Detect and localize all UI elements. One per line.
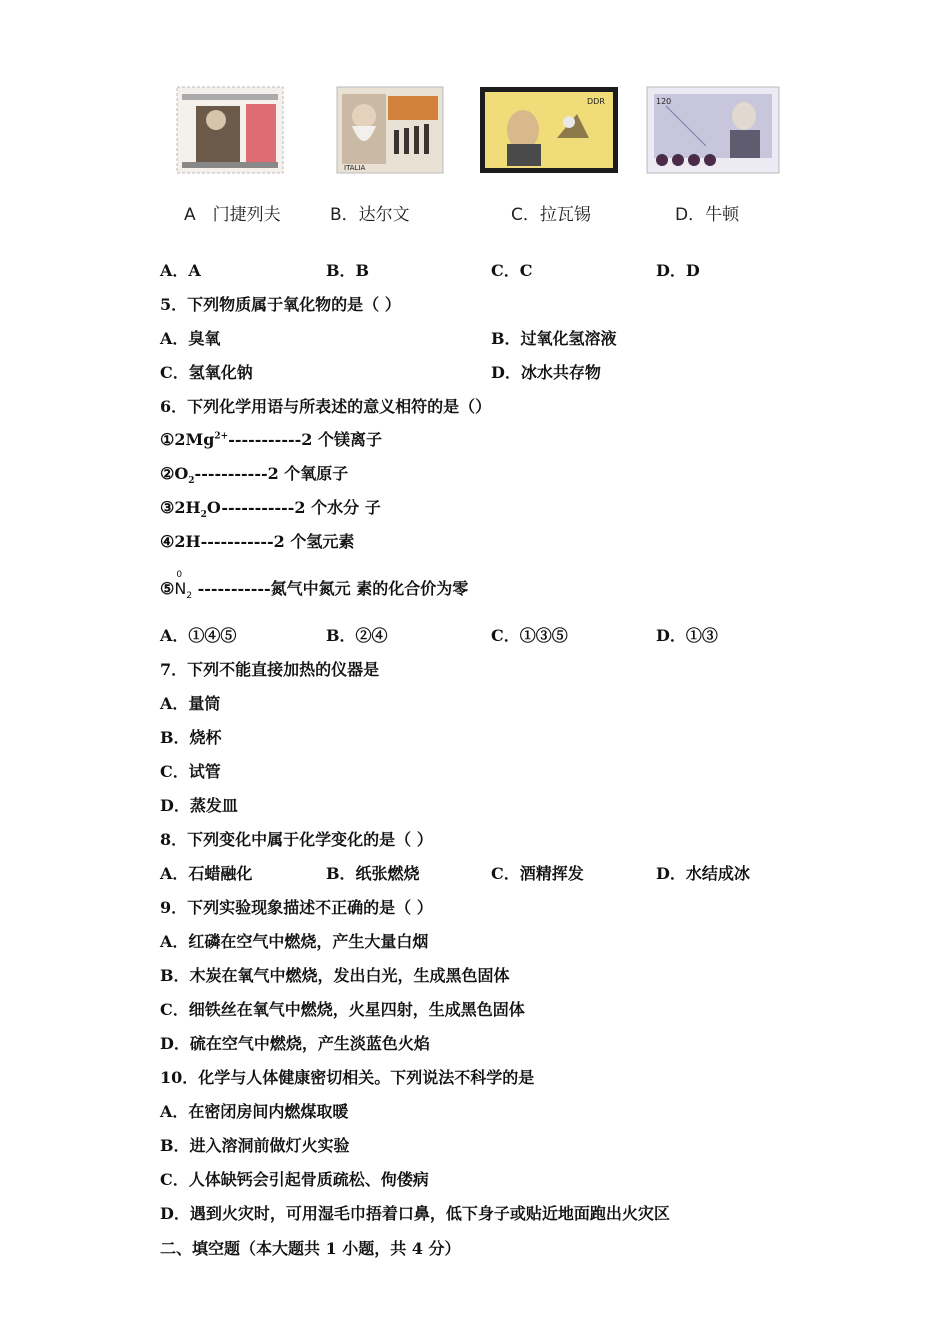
q5-stem: 5．下列物质属于氧化物的是（ ） [160, 295, 401, 314]
q9-option-b: B．木炭在氧气中燃烧，发出白光，生成黑色固体 [160, 966, 510, 985]
q10-stem: 10．化学与人体健康密切相关。下列说法不科学的是 [160, 1068, 535, 1087]
q6-item-5 [160, 570, 469, 602]
q9-option-a: A．红磷在空气中燃烧，产生大量白烟 [160, 932, 429, 951]
q6-item-5-symbol: N [174, 579, 187, 598]
stamp-lavoisier-image [479, 86, 619, 174]
stamp-lavoisier-country: DDR [587, 97, 605, 106]
q7-option-b: B．烧杯 [160, 728, 222, 747]
q8-option-a: A．石蜡融化 [160, 864, 253, 883]
q6-item-1-prefix: ①2Mg [160, 430, 215, 449]
q6-item-2-subscript: 2 [188, 476, 195, 487]
stamp-lavoisier [479, 86, 619, 174]
stamp-darwin-country: ITALIA [344, 164, 366, 172]
q4-option-d: D．D [656, 261, 700, 280]
q6-item-1 [160, 430, 382, 450]
q7-option-c: C．试管 [160, 762, 221, 781]
q9-option-d: D．硫在空气中燃烧，产生淡蓝色火焰 [160, 1034, 430, 1053]
q6-item-2-prefix: ②O [160, 464, 189, 483]
q6-item-5-subscript: 2 [186, 591, 193, 602]
q6-item-3-rest: O-----------2 个水分 子 [206, 498, 381, 517]
q6-item-2 [160, 464, 349, 487]
q6-option-a: A．①④⑤ [160, 626, 237, 645]
q6-option-d: D．①③ [656, 626, 718, 645]
q4-option-a: A．A [160, 261, 201, 280]
q10-option-d: D．遇到火灾时，可用湿毛巾捂着口鼻，低下身子或贴近地面跑出火灾区 [160, 1204, 670, 1223]
q7-stem: 7．下列不能直接加热的仪器是 [160, 660, 380, 679]
stamp-newton [646, 86, 780, 174]
q6-item-3-prefix: ③2H [160, 498, 201, 517]
q8-option-c: C．酒精挥发 [491, 864, 584, 883]
stamp-mendeleev-image [176, 86, 284, 174]
q6-item-5-formula [174, 570, 193, 602]
q6-item-5-valence: 0 [176, 570, 183, 580]
q5-option-c: C．氢氧化钠 [160, 363, 253, 382]
q6-item-5-prefix: ⑤ [160, 579, 175, 598]
q7-option-a: A．量筒 [160, 694, 221, 713]
q5-option-b: B．过氧化氢溶液 [491, 329, 617, 348]
q6-item-4: ④2H-----------2 个氢元素 [160, 532, 355, 551]
q9-option-c: C．细铁丝在氧气中燃烧，火星四射，生成黑色固体 [160, 1000, 525, 1019]
section-2-heading: 二、填空题（本大题共 1 小题，共 4 分） [160, 1239, 461, 1258]
q10-option-c: C．人体缺钙会引起骨质疏松、佝偻病 [160, 1170, 429, 1189]
q6-stem: 6．下列化学用语与所表述的意义相符的是（） [160, 397, 492, 416]
q6-item-2-rest: -----------2 个氧原子 [194, 464, 349, 483]
q8-stem: 8．下列变化中属于化学变化的是（ ） [160, 830, 433, 849]
stamp-caption-a: A 门捷列夫 [184, 205, 281, 225]
stamp-mendeleev [176, 86, 284, 174]
stamp-caption-d: D．牛顿 [675, 205, 740, 225]
q7-option-d: D．蒸发皿 [160, 796, 238, 815]
stamp-newton-image [646, 86, 780, 174]
q6-item-1-charge: 2+ [214, 431, 229, 442]
q6-item-1-rest: -----------2 个镁离子 [228, 430, 382, 449]
q8-option-b: B．纸张燃烧 [326, 864, 420, 883]
q8-option-d: D．水结成冰 [656, 864, 750, 883]
q10-option-b: B．进入溶洞前做灯火实验 [160, 1136, 350, 1155]
q6-item-3 [160, 498, 381, 521]
q9-stem: 9．下列实验现象描述不正确的是（ ） [160, 898, 433, 917]
stamp-caption-b: B．达尔文 [330, 205, 410, 225]
q4-option-b: B．B [326, 261, 370, 280]
q4-option-c: C．C [491, 261, 533, 280]
q5-option-a: A．臭氧 [160, 329, 221, 348]
stamp-darwin [336, 86, 444, 174]
stamp-darwin-image [336, 86, 444, 174]
q6-option-b: B．②④ [326, 626, 388, 645]
q5-option-d: D．冰水共存物 [491, 363, 601, 382]
stamp-caption-c: C．拉瓦锡 [511, 205, 591, 225]
q6-item-3-subscript: 2 [200, 510, 207, 521]
stamp-newton-value: 120 [656, 97, 672, 106]
q6-option-c: C．①③⑤ [491, 626, 568, 645]
q6-item-5-rest: -----------氮气中氮元 素的化合价为零 [192, 579, 469, 598]
q10-option-a: A．在密闭房间内燃煤取暖 [160, 1102, 349, 1121]
